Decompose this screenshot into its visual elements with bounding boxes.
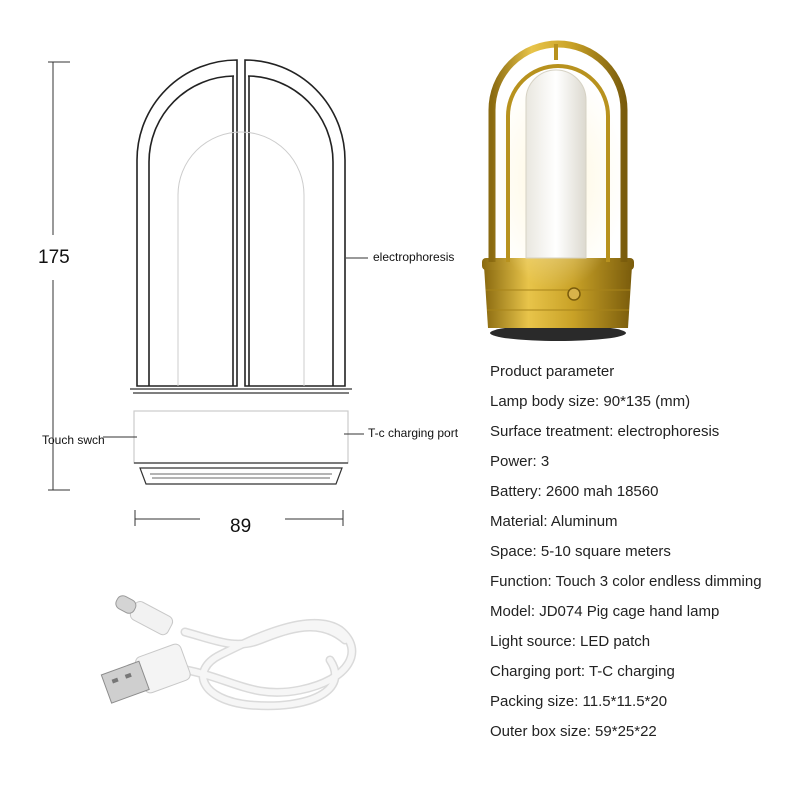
spec-item: Light source: LED patch [490, 633, 651, 650]
spec-item: Outer box size: 59*25*22 [490, 723, 657, 740]
usb-c-plug [112, 591, 174, 637]
touch-switch-callout: Touch swch [42, 433, 105, 447]
spec-item: Material: Aluminum [490, 513, 618, 530]
spec-item: Battery: 2600 mah 18560 [490, 483, 659, 500]
spec-heading: Product parameter [490, 363, 615, 380]
spec-item: Function: Touch 3 color endless dimming [490, 573, 762, 590]
spec-item: Surface treatment: electrophoresis [490, 423, 720, 440]
product-parameter-list [490, 357, 762, 747]
spec-item: Space: 5-10 square meters [490, 543, 671, 560]
spec-item: Lamp body size: 90*135 (mm) [490, 393, 691, 410]
spec-item: Power: 3 [490, 453, 550, 470]
spec-item: Model: JD074 Pig cage hand lamp [490, 603, 720, 620]
electrophoresis-callout: electrophoresis [373, 250, 455, 264]
width-label: 89 [230, 516, 252, 537]
height-label: 175 [38, 247, 70, 268]
usb-a-plug [100, 642, 192, 706]
charging-port-callout: T-c charging port [368, 426, 459, 440]
spec-item: Packing size: 11.5*11.5*20 [490, 693, 668, 710]
spec-item: Charging port: T-C charging [490, 663, 675, 680]
